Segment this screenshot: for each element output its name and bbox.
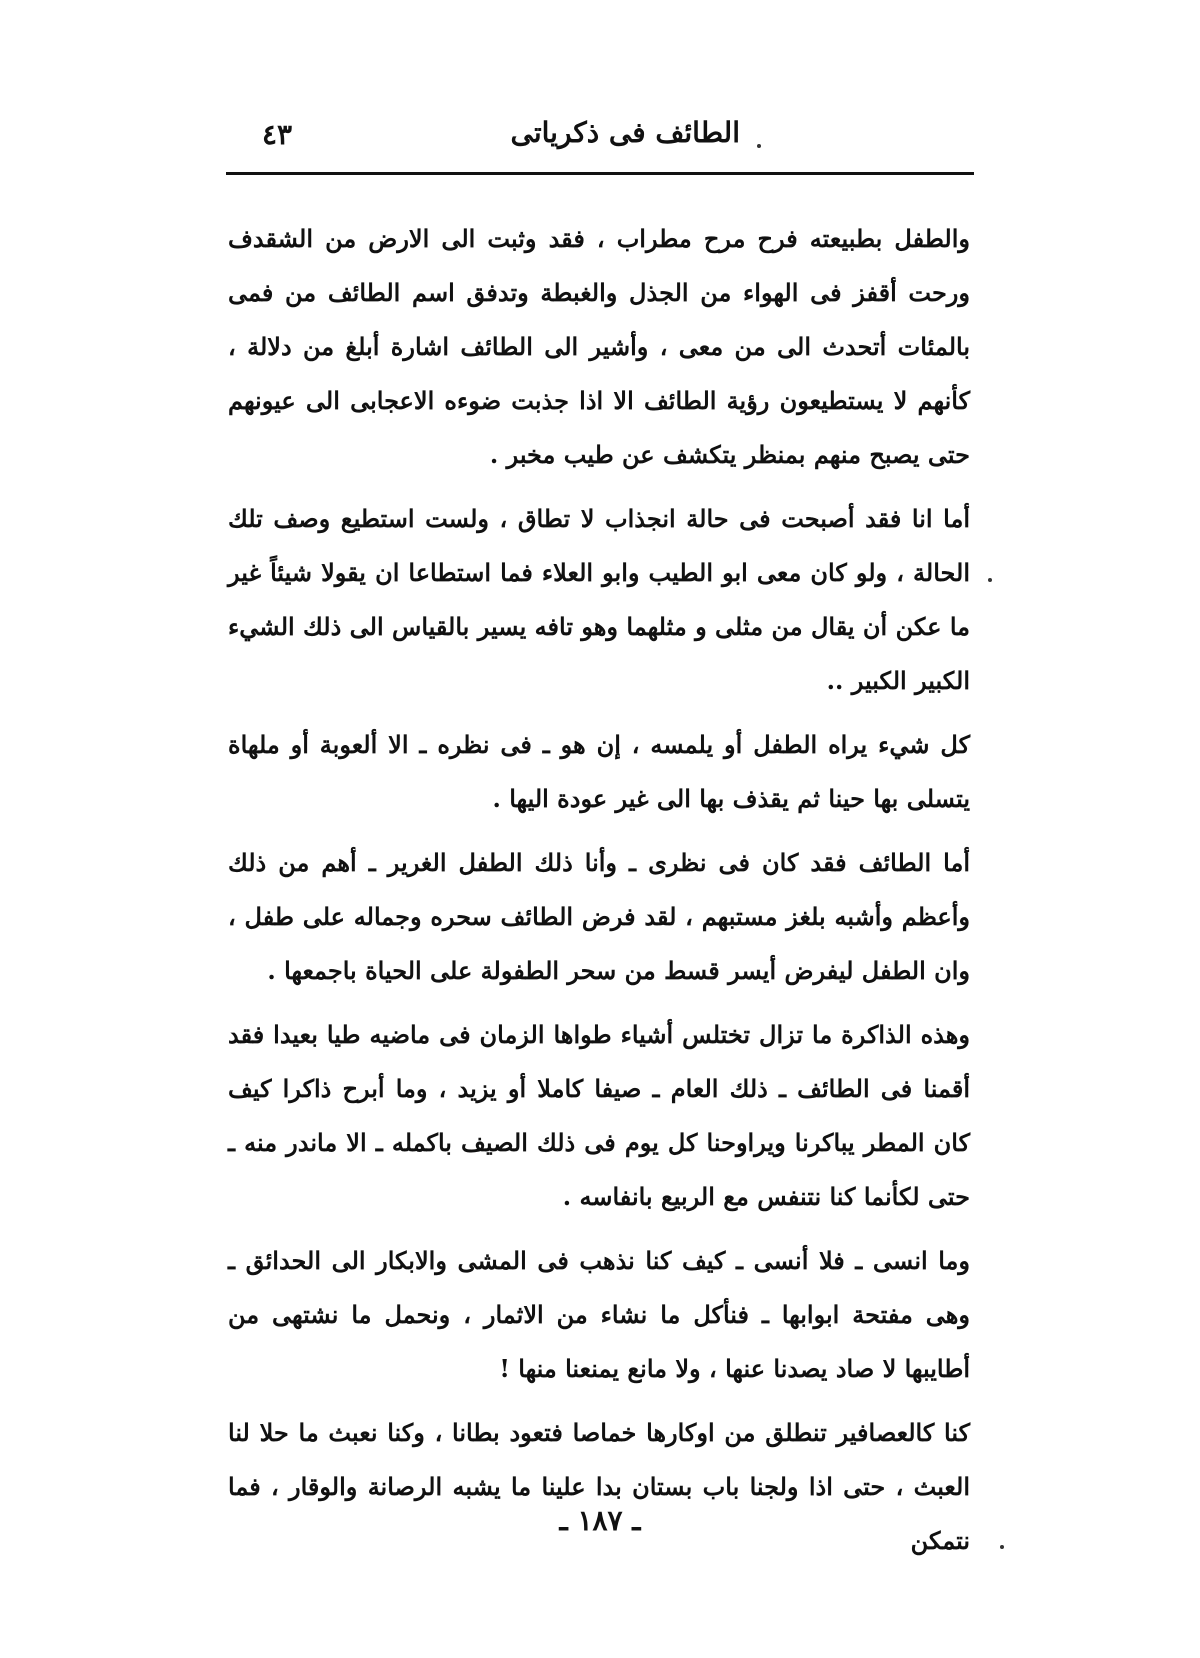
header-rule	[226, 172, 974, 175]
running-title: الطائف فى ذكرياتى	[510, 116, 740, 149]
paragraph-1: والطفل بطبيعته فرح مرح مطراب ، فقد وثبت الى الارض من الشقدف ورحت أقفز فى الهواء من الجذل والغبطة وتدفق اسم الطائف من فمى بالمئات أتحدث الى من معى ، وأشير الى الطائف اشارة أبلغ من دلالة ، كأنهم لا يستطيعون رؤية الطائف الا اذا جذبت ضوءه الاعجابى الى عيونهم حتى يصبح منهم بمنظر يتكشف عن طيب مخبر .	[228, 224, 970, 469]
paragraph-2: أما انا فقد أصبحت فى حالة انجذاب لا تطاق ، ولست استطيع وصف تلك الحالة ، ولو كان معى ابو الطيب وابو العلاء فما استطاعا ان يقولا شيئاً غير ما عكن أن يقال من مثلى و مثلهما وهو تافه يسير بالقياس الى ذلك الشيء الكبير الكبير ..	[228, 504, 970, 695]
scan-speck	[988, 578, 992, 582]
body-text	[228, 212, 970, 1568]
paragraph-5: وهذه الذاكرة ما تزال تختلس أشياء طواها الزمان فى ماضيه طيا بعيدا فقد أقمنا فى الطائف ـ ذلك العام ـ صيفا كاملا أو يزيد ، وما أبرح ذاكرا كيف كان المطر يباكرنا ويراوحنا كل يوم فى ذلك الصيف باكمله ـ الا ماندر منه ـ حتى لكأنما كنا نتنفس مع الربيع بانفاسه .	[228, 1020, 970, 1211]
scan-speck	[1000, 1545, 1004, 1549]
page-footer	[0, 1504, 1200, 1537]
footer-page-number: ـ ١٨٧ ـ	[559, 1504, 641, 1537]
paragraph-7: كنا كالعصافير تنطلق من اوكارها خماصا فتعود بطانا ، وكنا نعبث ما حلا لنا العبث ، حتى اذا ولجنا باب بستان بدا علينا ما يشبه الرصانة والوقار ، فما نتمكن	[228, 1418, 970, 1555]
paragraph-6: وما انسى ـ فلا أنسى ـ كيف كنا نذهب فى المشى والابكار الى الحدائق ـ وهى مفتحة ابوابها ـ فنأكل ما نشاء من الاثمار ، ونحمل ما نشتهى من أطايبها لا صاد يصدنا عنها ، ولا مانع يمنعنا منها !	[228, 1246, 970, 1383]
paragraph-4: أما الطائف فقد كان فى نظرى ـ وأنا ذلك الطفل الغرير ـ أهم من ذلك وأعظم وأشبه بلغز مستبهم ، لقد فرض الطائف سحره وجماله على طفل ، وان الطفل ليفرض أيسر قسط من سحر الطفولة على الحياة باجمعها .	[228, 848, 971, 985]
header-page-number: ٤٣	[262, 118, 293, 151]
page-header	[228, 112, 970, 168]
scan-speck	[757, 144, 761, 148]
paragraph-3: كل شيء يراه الطفل أو يلمسه ، إن هو ـ فى نظره ـ الا ألعوبة أو ملهاة يتسلى بها حينا ثم يقذف بها الى غير عودة اليها .	[228, 730, 970, 813]
